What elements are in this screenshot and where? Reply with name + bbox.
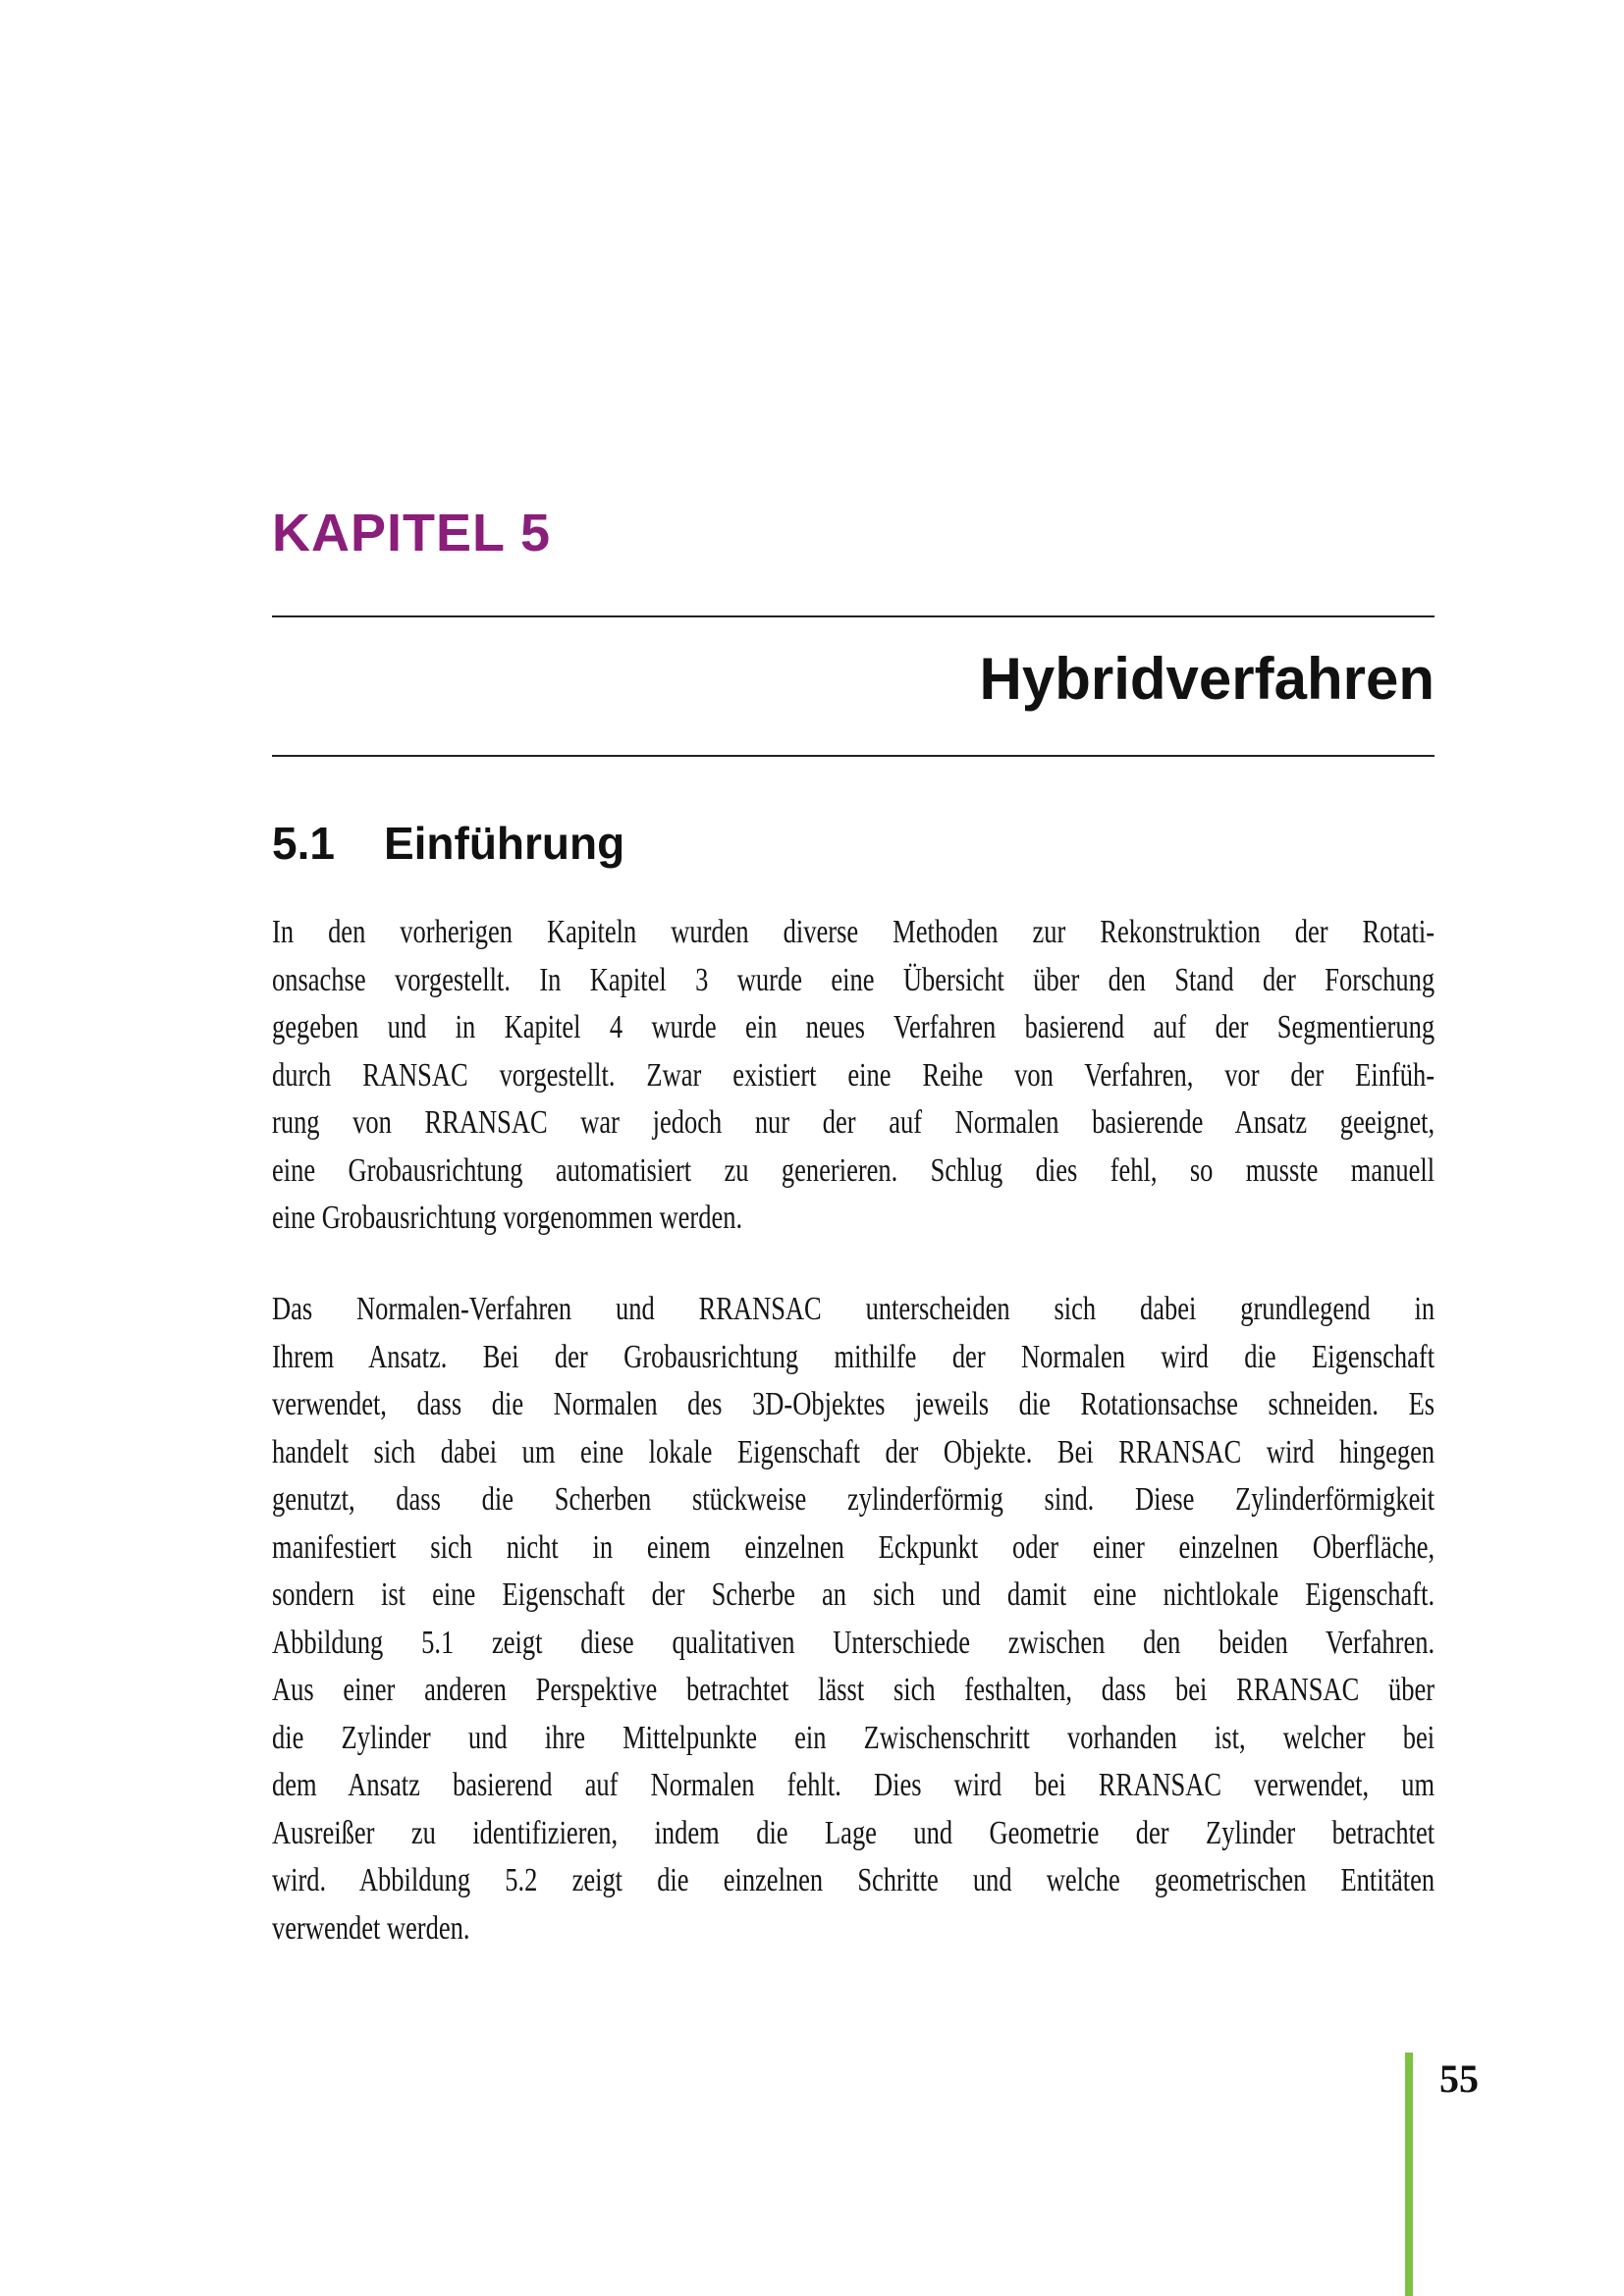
section-number: 5.1 — [272, 818, 335, 869]
text-line: Abbildung 5.1 zeigt diese qualitativen Unterschiede zwischen den beiden Verfahren. — [272, 1624, 1435, 1661]
text-line: Ihrem Ansatz. Bei der Grobausrichtung mithilfe der Normalen wird die Eigenschaft — [272, 1338, 1435, 1375]
chapter-kicker: KAPITEL 5 — [272, 504, 552, 562]
text-line: handelt sich dabei um eine lokale Eigenschaft der Objekte. Bei RRANSAC wird hingegen — [272, 1433, 1435, 1470]
page-number: 55 — [1439, 2056, 1479, 2101]
text-line: wird. Abbildung 5.2 zeigt die einzelnen Schritte und welche geometrischen Entitäten — [272, 1862, 1435, 1898]
paragraph-introduction-2 — [272, 1286, 1435, 1952]
section-title: Einführung — [383, 818, 625, 869]
text-line: In den vorherigen Kapiteln wurden diverse Methoden zur Rekonstruktion der Rotati- — [272, 914, 1435, 950]
section-heading — [272, 818, 625, 869]
text-line: genutzt, dass die Scherben stückweise zylinderförmig sind. Diese Zylinderförmigkeit — [272, 1481, 1435, 1518]
text-line: Das Normalen-Verfahren und RRANSAC unterscheiden sich dabei grundlegend in — [272, 1291, 1435, 1327]
text-line: rung von RRANSAC war jedoch nur der auf Normalen basierende Ansatz geeignet, — [272, 1104, 1435, 1141]
chapter-title: Hybridverfahren — [979, 646, 1435, 712]
text-line: durch RANSAC vorgestellt. Zwar existiert eine Reihe von Verfahren, vor der Einfüh- — [272, 1056, 1435, 1094]
text-line: verwendet, dass die Normalen des 3D-Objektes jeweils die Rotationsachse schneiden. Es — [272, 1386, 1435, 1422]
paragraph-introduction-1 — [272, 909, 1435, 1243]
text-line: gegeben und in Kapitel 4 wurde ein neues Verfahren basierend auf der Segmentierung — [272, 1009, 1435, 1045]
text-line: Aus einer anderen Perspektive betrachtet lässt sich festhalten, dass bei RRANSAC über — [272, 1672, 1435, 1708]
text-line: sondern ist eine Eigenschaft der Scherbe an sich und damit eine nichtlokale Eigenschaft. — [272, 1576, 1435, 1613]
text-line: onsachse vorgestellt. In Kapitel 3 wurde eine Übersicht über den Stand der Forschung — [272, 961, 1435, 998]
text-line: die Zylinder und ihre Mittelpunkte ein Zwischenschritt vorhanden ist, welcher bei — [272, 1719, 1435, 1756]
text-line: dem Ansatz basierend auf Normalen fehlt. Dies wird bei RRANSAC verwendet, um — [272, 1767, 1435, 1803]
chapter-rule-bottom — [272, 755, 1435, 757]
text-line: manifestiert sich nicht in einem einzelnen Eckpunkt oder einer einzelnen Oberfläche, — [272, 1528, 1435, 1566]
text-line: eine Grobausrichtung automatisiert zu generieren. Schlug dies fehl, so musste manuell — [272, 1151, 1435, 1189]
text-line: verwendet werden. — [272, 1909, 470, 1947]
margin-accent-bar — [1405, 2053, 1413, 2296]
chapter-rule-top — [272, 615, 1435, 617]
text-line: Ausreißer zu identifizieren, indem die Lage und Geometrie der Zylinder betrachtet — [272, 1814, 1435, 1851]
text-line: eine Grobausrichtung vorgenommen werden. — [272, 1200, 743, 1236]
